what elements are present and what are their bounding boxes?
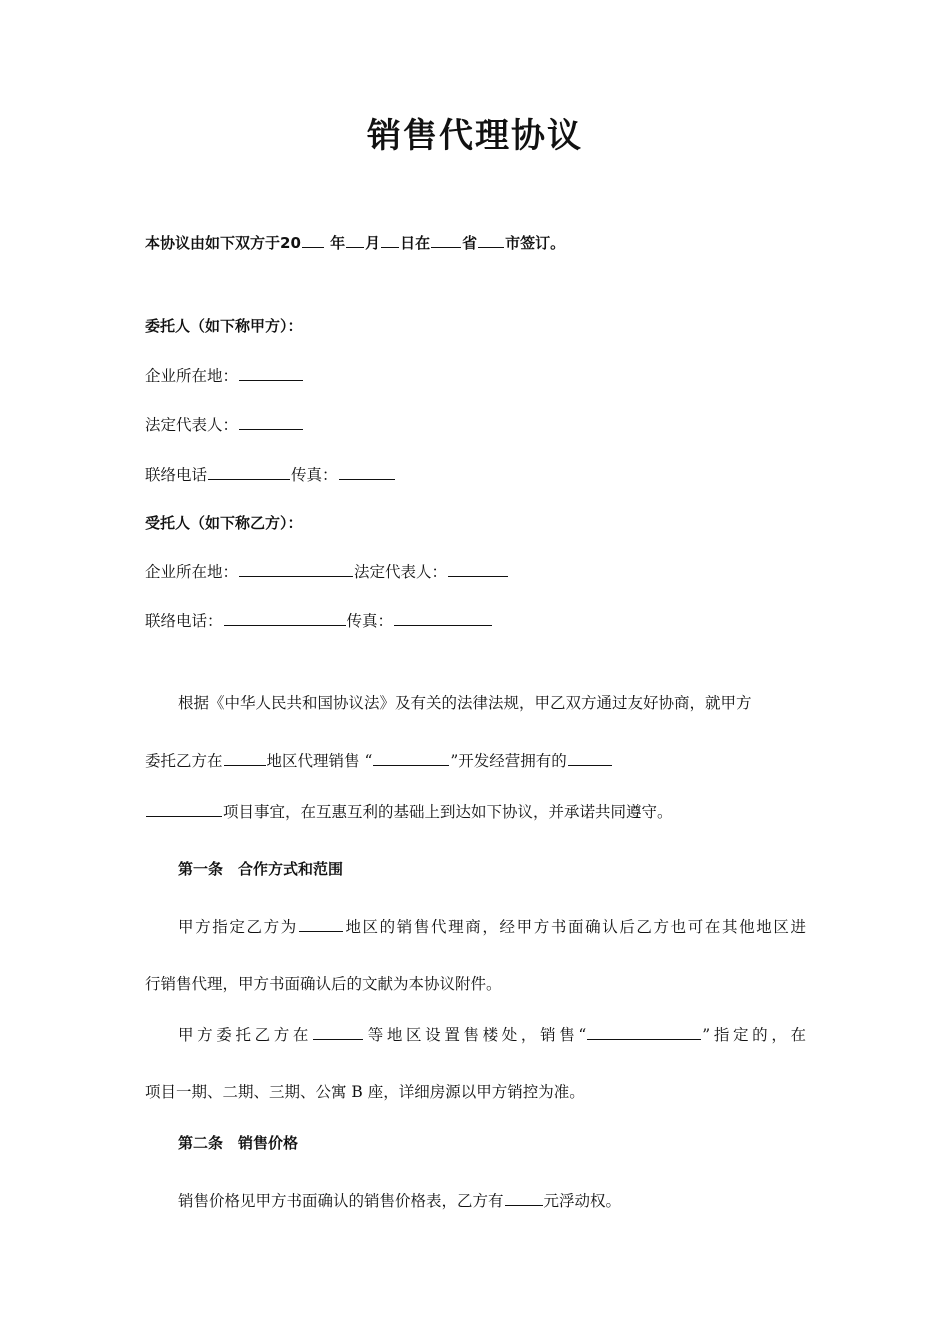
party-a-fax-label: 传真：: [291, 466, 338, 484]
blank: [381, 231, 399, 248]
article-2-text-1a: 销售价格见甲方书面确认的销售价格表，乙方有: [178, 1192, 504, 1210]
party-b-address-label: 企业所在地：: [145, 563, 239, 581]
party-a-contact: [145, 463, 806, 486]
preamble-line-1: 根据《中华人民共和国协议法》及有关的法律法规，甲乙双方通过友好协商，就甲方: [178, 694, 752, 712]
intro-text-4: 日在: [400, 234, 431, 252]
blank: [346, 231, 364, 248]
blank: [239, 364, 303, 381]
intro-line: [145, 231, 806, 254]
article-1-p2-line-2: 项目一期、二期、三期、公寓 B 座，详细房源以甲方销控为准。: [145, 1083, 585, 1101]
blank: [302, 231, 324, 248]
preamble-text-2c: ”开发经营拥有的: [450, 752, 567, 770]
article-1-text-1b: 地区的销售代理商，经甲方书面确认后乙方也可在其他地区进: [343, 918, 806, 936]
party-b-fax-label: 传真：: [346, 612, 394, 630]
party-a-heading: 委托人（如下称甲方）：: [145, 317, 303, 335]
blank: [239, 560, 353, 577]
preamble-line-3: [145, 800, 806, 823]
blank: [224, 609, 346, 626]
article-1-text-2b: 等地区设置售楼处，销售“: [364, 1026, 587, 1044]
party-b-phone-label: 联络电话：: [145, 612, 223, 630]
party-a-address-label: 企业所在地：: [145, 367, 239, 385]
party-b-rep-label: 法定代表人：: [354, 563, 448, 581]
blank: [313, 1023, 363, 1040]
party-b-contact: [145, 609, 806, 632]
article-1-p1-line-2: 行销售代理，甲方书面确认后的文献为本协议附件。: [145, 975, 502, 993]
document-title: 销售代理协议: [367, 116, 583, 156]
blank: [373, 749, 449, 766]
article-1-heading: 第一条 合作方式和范围: [178, 860, 344, 878]
preamble-text-3: 项目事宜，在互惠互利的基础上到达如下协议，并承诺共同遵守。: [223, 803, 673, 821]
party-a-rep: [145, 413, 806, 436]
preamble-text-2b: 地区代理销售 “: [266, 752, 373, 770]
blank: [478, 231, 504, 248]
article-1-text-2a: 甲方委托乙方在: [178, 1026, 313, 1044]
intro-text-6: 市签订。: [505, 234, 566, 252]
article-2-text-1b: 元浮动权。: [543, 1192, 622, 1210]
blank: [587, 1023, 701, 1040]
blank: [224, 749, 266, 766]
article-2-heading: 第二条 销售价格: [178, 1134, 299, 1152]
blank: [448, 560, 508, 577]
party-a-phone-label: 联络电话: [145, 466, 208, 484]
blank: [431, 231, 461, 248]
intro-text-5: 省: [462, 234, 478, 252]
party-a-rep-label: 法定代表人：: [145, 416, 239, 434]
article-1-text-1a: 甲方指定乙方为: [178, 918, 298, 936]
blank: [339, 463, 395, 480]
party-b-address: [145, 560, 806, 583]
blank: [299, 915, 343, 932]
party-b-heading: 受托人（如下称乙方）：: [145, 514, 303, 532]
blank: [568, 749, 612, 766]
blank: [239, 413, 303, 430]
intro-text-1: 本协议由如下双方于20: [145, 234, 301, 252]
intro-text-2: 年: [324, 234, 346, 252]
article-1-p2-line-1: [178, 1023, 806, 1046]
article-2-p1: [178, 1189, 806, 1212]
article-1-p1-line-1: [178, 915, 806, 938]
blank: [208, 463, 290, 480]
intro-text-3: 月: [365, 234, 381, 252]
preamble-text-2a: 委托乙方在: [145, 752, 223, 770]
preamble-line-2: [145, 749, 806, 772]
party-a-address: [145, 364, 806, 387]
blank: [394, 609, 492, 626]
article-1-text-2c: ”指定的，在: [702, 1026, 806, 1044]
blank: [505, 1189, 543, 1206]
blank: [146, 800, 222, 817]
